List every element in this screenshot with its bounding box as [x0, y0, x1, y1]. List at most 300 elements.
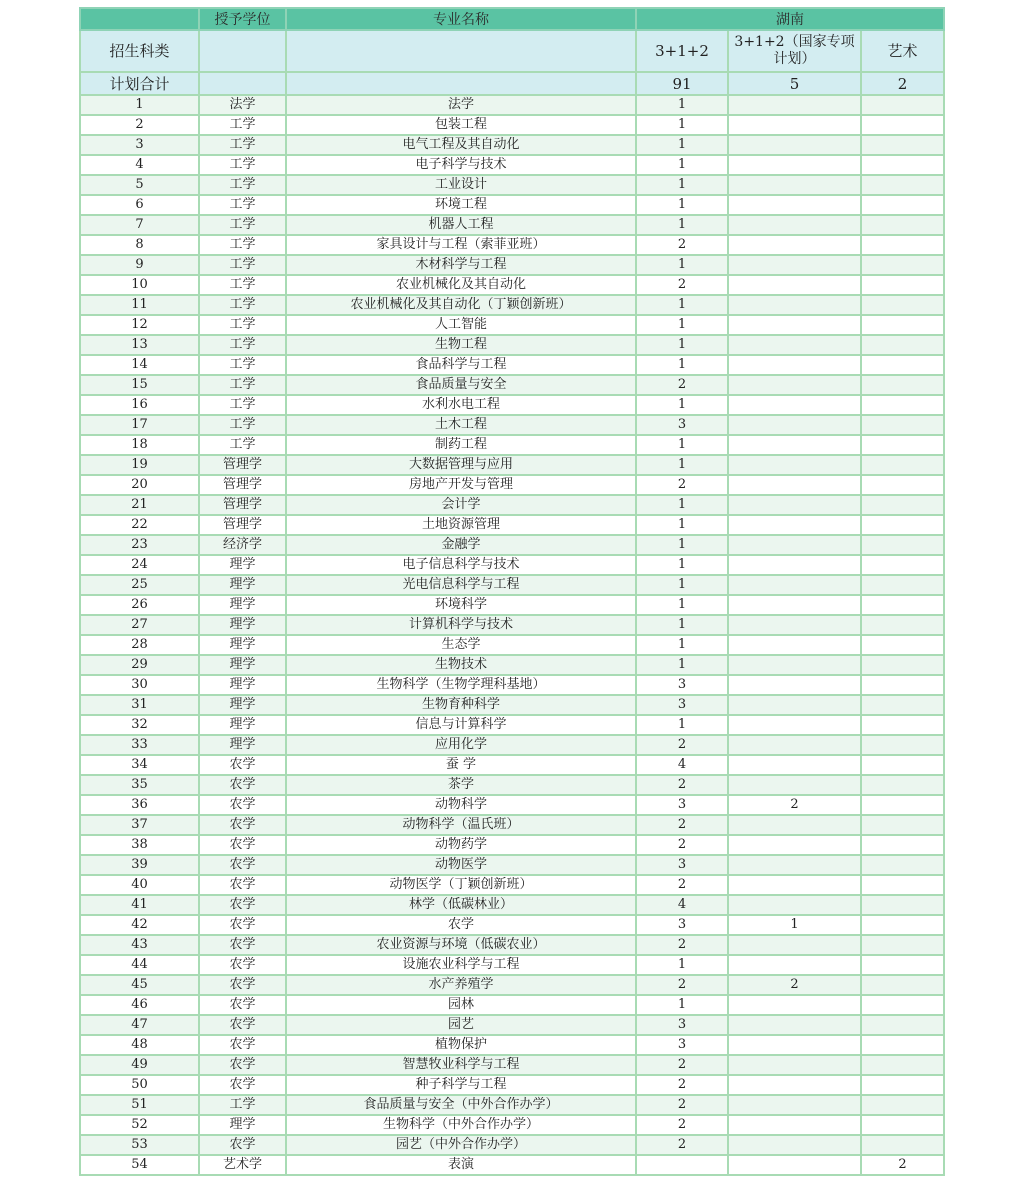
header-category: 招生科类: [80, 30, 199, 72]
row-degree: 工学: [199, 275, 286, 295]
row-major: 生物科学（生物学理科基地）: [286, 675, 636, 695]
row-plan-art: [861, 1115, 944, 1135]
table-row: [80, 935, 944, 955]
row-plan-312: 1: [636, 495, 728, 515]
row-plan-art: [861, 255, 944, 275]
row-plan-national: [728, 475, 861, 495]
row-plan-312: 1: [636, 215, 728, 235]
row-plan-national: [728, 415, 861, 435]
row-plan-312: 1: [636, 555, 728, 575]
row-number: 52: [80, 1115, 199, 1135]
row-degree: 工学: [199, 435, 286, 455]
row-number: 8: [80, 235, 199, 255]
row-plan-312: 3: [636, 695, 728, 715]
row-number: 14: [80, 355, 199, 375]
row-plan-312: 1: [636, 995, 728, 1015]
row-number: 36: [80, 795, 199, 815]
row-major: 环境工程: [286, 195, 636, 215]
table-row: [80, 955, 944, 975]
row-plan-art: [861, 775, 944, 795]
row-plan-312: 1: [636, 355, 728, 375]
row-major: 动物科学: [286, 795, 636, 815]
row-plan-national: [728, 1155, 861, 1175]
row-degree: 农学: [199, 1075, 286, 1095]
table-row: [80, 355, 944, 375]
table-row: [80, 475, 944, 495]
table-row: [80, 275, 944, 295]
row-plan-312: 3: [636, 675, 728, 695]
row-plan-312: 2: [636, 235, 728, 255]
row-plan-national: [728, 455, 861, 475]
row-major: 园艺（中外合作办学）: [286, 1135, 636, 1155]
row-major: 园艺: [286, 1015, 636, 1035]
row-degree: 农学: [199, 995, 286, 1015]
table-row: [80, 115, 944, 135]
row-major: 生物育种科学: [286, 695, 636, 715]
row-degree: 农学: [199, 935, 286, 955]
row-degree: 农学: [199, 1015, 286, 1035]
row-plan-312: 2: [636, 935, 728, 955]
row-degree: 工学: [199, 255, 286, 275]
row-degree: 农学: [199, 895, 286, 915]
table-row: [80, 515, 944, 535]
row-degree: 工学: [199, 235, 286, 255]
row-number: 17: [80, 415, 199, 435]
row-major: 大数据管理与应用: [286, 455, 636, 475]
row-plan-art: [861, 455, 944, 475]
row-plan-312: 1: [636, 255, 728, 275]
row-major: 光电信息科学与工程: [286, 575, 636, 595]
row-major: 蚕 学: [286, 755, 636, 775]
row-plan-national: [728, 1015, 861, 1035]
table-row: [80, 395, 944, 415]
row-major: 水产养殖学: [286, 975, 636, 995]
table-row: [80, 235, 944, 255]
row-number: 32: [80, 715, 199, 735]
row-plan-art: [861, 555, 944, 575]
row-plan-national: [728, 95, 861, 115]
row-plan-312: 1: [636, 395, 728, 415]
row-plan-art: [861, 615, 944, 635]
row-degree: 管理学: [199, 475, 286, 495]
row-degree: 农学: [199, 915, 286, 935]
row-number: 22: [80, 515, 199, 535]
row-plan-312: 1: [636, 295, 728, 315]
row-degree: 农学: [199, 795, 286, 815]
row-plan-national: [728, 755, 861, 775]
row-degree: 理学: [199, 715, 286, 735]
row-major: 动物医学: [286, 855, 636, 875]
row-major: 农业机械化及其自动化: [286, 275, 636, 295]
row-degree: 工学: [199, 1095, 286, 1115]
row-number: 13: [80, 335, 199, 355]
row-number: 23: [80, 535, 199, 555]
row-plan-art: [861, 815, 944, 835]
row-degree: 理学: [199, 635, 286, 655]
row-degree: 农学: [199, 775, 286, 795]
table-row: [80, 155, 944, 175]
row-plan-312: 1: [636, 955, 728, 975]
row-number: 42: [80, 915, 199, 935]
row-major: 土地资源管理: [286, 515, 636, 535]
row-number: 33: [80, 735, 199, 755]
row-plan-art: [861, 755, 944, 775]
row-major: 制药工程: [286, 435, 636, 455]
row-plan-national: [728, 295, 861, 315]
table-row: [80, 1095, 944, 1115]
total-plan-art: 2: [861, 72, 944, 95]
row-number: 12: [80, 315, 199, 335]
header-major-blank: [286, 30, 636, 72]
row-plan-national: [728, 715, 861, 735]
row-number: 47: [80, 1015, 199, 1035]
row-plan-art: [861, 435, 944, 455]
row-degree: 工学: [199, 395, 286, 415]
row-major: 土木工程: [286, 415, 636, 435]
row-plan-312: 3: [636, 1035, 728, 1055]
row-plan-art: [861, 1035, 944, 1055]
row-plan-art: [861, 835, 944, 855]
header-major: 专业名称: [286, 8, 636, 30]
row-plan-art: [861, 395, 944, 415]
row-plan-national: [728, 1115, 861, 1135]
table-row: [80, 1015, 944, 1035]
header-plan-312: 3+1+2: [636, 30, 728, 72]
row-plan-national: [728, 575, 861, 595]
row-major: 食品科学与工程: [286, 355, 636, 375]
row-major: 农业资源与环境（低碳农业）: [286, 935, 636, 955]
row-plan-art: [861, 415, 944, 435]
row-major: 种子科学与工程: [286, 1075, 636, 1095]
row-plan-national: [728, 135, 861, 155]
row-number: 53: [80, 1135, 199, 1155]
header-degree-blank: [199, 30, 286, 72]
row-plan-art: [861, 675, 944, 695]
row-major: 表演: [286, 1155, 636, 1175]
total-plan-national: 5: [728, 72, 861, 95]
row-major: 房地产开发与管理: [286, 475, 636, 495]
table-row: [80, 1035, 944, 1055]
row-major: 计算机科学与技术: [286, 615, 636, 635]
row-number: 20: [80, 475, 199, 495]
table-row: [80, 335, 944, 355]
table-row: [80, 975, 944, 995]
row-plan-art: [861, 315, 944, 335]
row-plan-national: [728, 875, 861, 895]
row-major: 电子信息科学与技术: [286, 555, 636, 575]
row-degree: 工学: [199, 335, 286, 355]
row-major: 植物保护: [286, 1035, 636, 1055]
row-plan-312: 3: [636, 415, 728, 435]
row-number: 40: [80, 875, 199, 895]
table-row: [80, 1155, 944, 1175]
header-plan-national: 3+1+2（国家专项计划）: [728, 30, 861, 72]
table-row: [80, 815, 944, 835]
table-row: [80, 655, 944, 675]
row-number: 46: [80, 995, 199, 1015]
row-plan-national: [728, 675, 861, 695]
row-degree: 农学: [199, 855, 286, 875]
row-plan-312: 2: [636, 275, 728, 295]
row-plan-312: 1: [636, 155, 728, 175]
row-major: 动物药学: [286, 835, 636, 855]
row-plan-national: [728, 195, 861, 215]
table-row: [80, 895, 944, 915]
row-major: 会计学: [286, 495, 636, 515]
row-major: 电气工程及其自动化: [286, 135, 636, 155]
row-plan-312: 3: [636, 915, 728, 935]
row-major: 工业设计: [286, 175, 636, 195]
row-number: 30: [80, 675, 199, 695]
table-row: [80, 1075, 944, 1095]
header-province: 湖南: [636, 8, 944, 30]
row-plan-national: [728, 635, 861, 655]
row-plan-national: [728, 1075, 861, 1095]
table-row: [80, 735, 944, 755]
row-major: 生物科学（中外合作办学）: [286, 1115, 636, 1135]
row-plan-312: 1: [636, 535, 728, 555]
row-plan-312: 1: [636, 175, 728, 195]
row-plan-312: 1: [636, 115, 728, 135]
row-plan-312: 2: [636, 875, 728, 895]
row-plan-312: 1: [636, 335, 728, 355]
row-number: 6: [80, 195, 199, 215]
table-row: [80, 375, 944, 395]
row-plan-national: [728, 595, 861, 615]
row-degree: 农学: [199, 955, 286, 975]
row-number: 3: [80, 135, 199, 155]
row-number: 38: [80, 835, 199, 855]
row-degree: 农学: [199, 835, 286, 855]
table-row: [80, 795, 944, 815]
row-degree: 法学: [199, 95, 286, 115]
row-degree: 理学: [199, 575, 286, 595]
row-plan-art: [861, 515, 944, 535]
row-plan-national: [728, 495, 861, 515]
row-number: 35: [80, 775, 199, 795]
row-degree: 工学: [199, 315, 286, 335]
row-plan-art: [861, 275, 944, 295]
row-degree: 艺术学: [199, 1155, 286, 1175]
row-plan-art: [861, 795, 944, 815]
row-plan-312: 2: [636, 375, 728, 395]
row-major: 智慧牧业科学与工程: [286, 1055, 636, 1075]
row-plan-312: 2: [636, 975, 728, 995]
row-number: 48: [80, 1035, 199, 1055]
table-row: [80, 855, 944, 875]
row-number: 21: [80, 495, 199, 515]
row-plan-312: 1: [636, 135, 728, 155]
row-plan-312: 2: [636, 835, 728, 855]
row-plan-national: [728, 175, 861, 195]
total-degree-blank: [199, 72, 286, 95]
row-major: 水利水电工程: [286, 395, 636, 415]
row-plan-art: [861, 195, 944, 215]
row-plan-national: [728, 775, 861, 795]
row-degree: 工学: [199, 375, 286, 395]
header-blank: [80, 8, 199, 30]
row-major: 食品质量与安全（中外合作办学）: [286, 1095, 636, 1115]
row-degree: 理学: [199, 595, 286, 615]
row-plan-art: [861, 535, 944, 555]
row-plan-art: [861, 335, 944, 355]
row-plan-art: [861, 875, 944, 895]
table-row: [80, 495, 944, 515]
table-row: [80, 1135, 944, 1155]
row-plan-312: 2: [636, 815, 728, 835]
row-plan-art: [861, 475, 944, 495]
row-plan-national: [728, 515, 861, 535]
table-row: [80, 315, 944, 335]
row-plan-national: [728, 835, 861, 855]
row-plan-national: 1: [728, 915, 861, 935]
table-row: [80, 755, 944, 775]
row-plan-art: [861, 955, 944, 975]
table-row: [80, 175, 944, 195]
row-plan-national: [728, 255, 861, 275]
row-major: 人工智能: [286, 315, 636, 335]
row-number: 45: [80, 975, 199, 995]
row-plan-art: [861, 695, 944, 715]
row-number: 44: [80, 955, 199, 975]
row-plan-art: [861, 735, 944, 755]
table-row: [80, 695, 944, 715]
row-major: 电子科学与技术: [286, 155, 636, 175]
row-plan-art: [861, 635, 944, 655]
row-major: 机器人工程: [286, 215, 636, 235]
row-degree: 工学: [199, 215, 286, 235]
table-row: [80, 95, 944, 115]
row-degree: 理学: [199, 615, 286, 635]
row-plan-312: [636, 1155, 728, 1175]
row-plan-312: 2: [636, 1095, 728, 1115]
row-plan-national: 2: [728, 795, 861, 815]
row-plan-national: [728, 1135, 861, 1155]
row-number: 54: [80, 1155, 199, 1175]
row-major: 应用化学: [286, 735, 636, 755]
row-number: 1: [80, 95, 199, 115]
row-plan-312: 2: [636, 475, 728, 495]
row-plan-national: [728, 395, 861, 415]
row-plan-art: [861, 1015, 944, 1035]
row-plan-national: [728, 335, 861, 355]
row-number: 51: [80, 1095, 199, 1115]
row-degree: 工学: [199, 175, 286, 195]
row-number: 27: [80, 615, 199, 635]
row-number: 31: [80, 695, 199, 715]
row-degree: 工学: [199, 195, 286, 215]
row-number: 41: [80, 895, 199, 915]
table-row: [80, 455, 944, 475]
table-row: [80, 1055, 944, 1075]
row-degree: 农学: [199, 1055, 286, 1075]
row-plan-national: [728, 695, 861, 715]
row-major: 农学: [286, 915, 636, 935]
row-degree: 理学: [199, 555, 286, 575]
row-major: 动物医学（丁颖创新班）: [286, 875, 636, 895]
row-plan-312: 1: [636, 315, 728, 335]
total-major-blank: [286, 72, 636, 95]
row-major: 木材科学与工程: [286, 255, 636, 275]
row-plan-art: [861, 575, 944, 595]
row-plan-national: [728, 555, 861, 575]
row-degree: 经济学: [199, 535, 286, 555]
row-plan-national: [728, 535, 861, 555]
row-plan-art: [861, 1055, 944, 1075]
row-plan-art: [861, 495, 944, 515]
row-degree: 管理学: [199, 515, 286, 535]
row-number: 34: [80, 755, 199, 775]
row-plan-312: 1: [636, 195, 728, 215]
row-major: 动物科学（温氏班）: [286, 815, 636, 835]
row-number: 26: [80, 595, 199, 615]
row-degree: 理学: [199, 655, 286, 675]
row-degree: 农学: [199, 875, 286, 895]
row-plan-national: [728, 935, 861, 955]
row-plan-312: 4: [636, 895, 728, 915]
row-degree: 工学: [199, 415, 286, 435]
row-degree: 农学: [199, 755, 286, 775]
table-row: [80, 135, 944, 155]
row-major: 信息与计算科学: [286, 715, 636, 735]
row-degree: 工学: [199, 355, 286, 375]
row-plan-art: [861, 215, 944, 235]
table-row: [80, 835, 944, 855]
row-plan-312: 3: [636, 1015, 728, 1035]
table-row: [80, 435, 944, 455]
row-major: 包装工程: [286, 115, 636, 135]
row-major: 食品质量与安全: [286, 375, 636, 395]
row-plan-312: 1: [636, 435, 728, 455]
row-plan-art: [861, 855, 944, 875]
row-plan-312: 1: [636, 455, 728, 475]
table-row: [80, 915, 944, 935]
row-plan-national: [728, 1055, 861, 1075]
row-plan-312: 2: [636, 735, 728, 755]
row-major: 农业机械化及其自动化（丁颖创新班）: [286, 295, 636, 315]
row-major: 金融学: [286, 535, 636, 555]
row-plan-art: [861, 95, 944, 115]
row-number: 49: [80, 1055, 199, 1075]
row-degree: 理学: [199, 1115, 286, 1135]
row-plan-312: 1: [636, 655, 728, 675]
table-row: [80, 415, 944, 435]
row-plan-312: 4: [636, 755, 728, 775]
header-plan-art: 艺术: [861, 30, 944, 72]
row-plan-312: 2: [636, 1135, 728, 1155]
row-major: 环境科学: [286, 595, 636, 615]
row-degree: 农学: [199, 815, 286, 835]
row-plan-312: 1: [636, 515, 728, 535]
row-degree: 工学: [199, 155, 286, 175]
table-row: [80, 215, 944, 235]
row-plan-312: 1: [636, 615, 728, 635]
header-row-2: [80, 30, 944, 72]
row-major: 家具设计与工程（索菲亚班）: [286, 235, 636, 255]
row-plan-national: [728, 815, 861, 835]
row-degree: 农学: [199, 1135, 286, 1155]
table-row: [80, 1115, 944, 1135]
row-major: 设施农业科学与工程: [286, 955, 636, 975]
row-plan-312: 1: [636, 635, 728, 655]
row-plan-art: [861, 915, 944, 935]
table-row: [80, 635, 944, 655]
row-plan-national: [728, 1095, 861, 1115]
row-degree: 农学: [199, 975, 286, 995]
enrollment-plan-table: [79, 7, 945, 1176]
row-plan-national: [728, 275, 861, 295]
row-plan-national: [728, 215, 861, 235]
